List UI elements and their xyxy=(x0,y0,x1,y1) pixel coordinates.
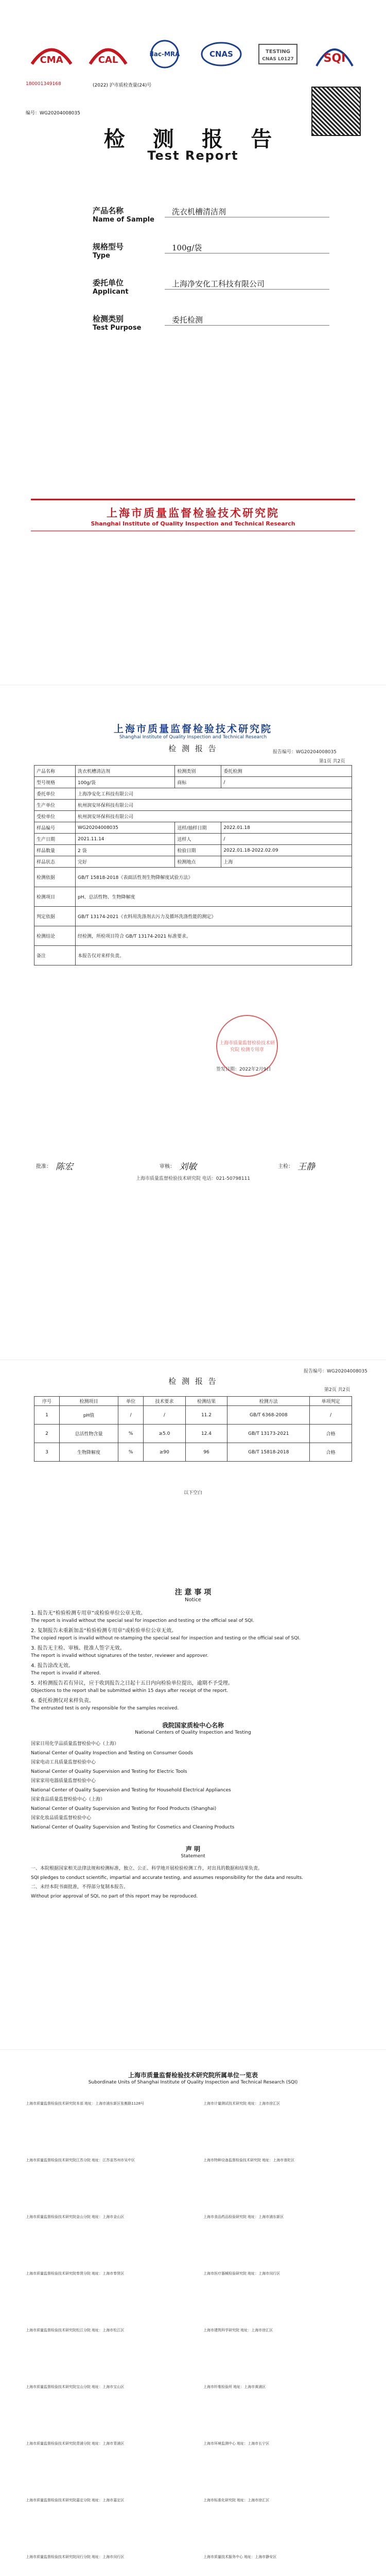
row-label: 送样/抽样日期 xyxy=(175,822,221,834)
row-label: 商标 xyxy=(175,777,221,788)
table-row xyxy=(34,856,352,868)
table-row xyxy=(34,1406,352,1425)
row-value: 完好 xyxy=(76,856,175,868)
cnas-logo xyxy=(196,33,247,75)
row-label: 检测地点 xyxy=(175,856,221,868)
table-cell: 2 xyxy=(34,1425,60,1443)
row-value: 上海 xyxy=(221,856,352,868)
table-cell: 总活性物含量 xyxy=(59,1425,118,1443)
end-note: 以下空白 xyxy=(183,1490,202,1496)
notice-item: 6. 委托检测仅对来样负责。 The entrusted test is only responsible for the samples received. xyxy=(31,1698,179,1711)
row-label: 检验日期 xyxy=(175,845,221,856)
signature-tester: 主检： 王静 xyxy=(278,1162,315,1172)
notice-item: 1. 报告无“检验检测专用章”或检验单位公章无效。 The report is invalid without the special seal for inspection and testing or the official seal of SQI. xyxy=(31,1611,254,1623)
center-item: National Center of Quality Supervision and Testing for Cosmetics and Cleaning Products xyxy=(31,1825,235,1830)
field-value: 100g/袋 xyxy=(165,242,329,253)
column-header: 检测结果 xyxy=(185,1397,227,1406)
row-value: 经检测，所检项目符合 GB/T 13174-2021 标准要求。 xyxy=(76,926,352,946)
column-header: 单位 xyxy=(118,1397,144,1406)
statement-item: 二、未经本院书面批准，不得部分复制本报告。 xyxy=(31,1885,129,1890)
unit-item: 上海市质量监督检验技术研究院金山分院 地址：上海市金山区 xyxy=(26,2215,125,2219)
unit-item: 上海市食品药品检验研究院 地址：上海市浦东新区 xyxy=(203,2215,284,2219)
row-value: 杭州润安环保科技有限公司 xyxy=(76,811,352,822)
units-page xyxy=(0,2049,386,2576)
summary-table xyxy=(34,765,352,965)
table-cell: GB/T 13173-2021 xyxy=(227,1425,310,1443)
institute-name-en: Shanghai Institute of Quality Inspection and Technical Research xyxy=(91,520,295,527)
column-header: 序号 xyxy=(34,1397,60,1406)
row-value: / xyxy=(221,777,352,788)
table-cell: / xyxy=(118,1406,144,1425)
sqi-logo xyxy=(309,33,360,75)
field-type xyxy=(93,242,329,261)
column-header: 单项判定 xyxy=(310,1397,352,1406)
svg-text:ilac-MRA: ilac-MRA xyxy=(149,50,180,58)
logo-row xyxy=(26,31,360,77)
table-row xyxy=(34,907,352,926)
svg-text:TESTING: TESTING xyxy=(266,49,290,55)
ilac-mra-logo xyxy=(139,33,190,75)
svg-text:CNAS: CNAS xyxy=(209,49,233,59)
row-value: 100g/袋 xyxy=(76,777,175,788)
statement-item: SQI pledges to conduct scientific, impartial and accurate testing, and assumes responsibility for the data and results. xyxy=(31,1875,304,1880)
row-value: pH、总活性物、生物降解度 xyxy=(76,887,352,907)
row-value: GB/T 13174-2021《衣料用洗涤剂去污力及循环洗涤性能的测定》 xyxy=(76,907,352,926)
unit-item: 上海市医疗器械检验研究院 地址：上海市闵行区 xyxy=(203,2272,280,2276)
official-seal: 上海市质量监督检验技术研究院 检测专用章 xyxy=(216,1015,278,1077)
notice-title-cn: 注 意 事 项 xyxy=(174,1588,212,1597)
report-subtitle: 检 测 报 告 xyxy=(168,744,218,753)
center-item: 国家日用化学品质量监督检验中心（上海） xyxy=(31,1741,119,1747)
row-value: 2022.01.18-2022.02.09 xyxy=(221,845,352,856)
row-value: 2022.01.18 xyxy=(221,822,352,834)
field-label-cn: 规格型号 xyxy=(93,242,124,251)
cover-page xyxy=(0,0,386,685)
row-label: 检测项目 xyxy=(34,887,76,907)
row-label: 型号规格 xyxy=(34,777,76,788)
title-en: Test Report xyxy=(147,148,239,163)
table-row xyxy=(34,777,352,788)
row-label: 生产单位 xyxy=(34,800,76,811)
table-row xyxy=(34,845,352,856)
table-cell: % xyxy=(118,1443,144,1462)
title-cn: 检 测 报 告 xyxy=(103,127,283,151)
notice-item: 3. 报告无主检、审核、批准人签字无效。 The report is invalid without signatures of the tester, reviewer and approver. xyxy=(31,1646,208,1658)
unit-item: 上海市质量监督检验技术研究院本部 地址：上海市浦东新区张衡路1128号 xyxy=(26,2102,145,2106)
row-label: 样品数量 xyxy=(34,845,76,856)
center-item: National Center of Quality Inspection and Testing on Consumer Goods xyxy=(31,1751,193,1756)
table-cell: GB/T 15818-2018 xyxy=(227,1443,310,1462)
row-value: 委托检测 xyxy=(221,766,352,777)
field-label-en: Test Purpose xyxy=(93,324,142,332)
institute-header-cn: 上海市质量监督检验技术研究院 xyxy=(113,723,272,735)
row-value: 杭州润安环保科技有限公司 xyxy=(76,800,352,811)
column-header: 技术要求 xyxy=(144,1397,186,1406)
signature-reviewer: 审核： 刘敏 xyxy=(160,1162,197,1172)
centers-title-en: National Centers of Quality Inspection and Testing xyxy=(135,1730,251,1735)
table-cell: % xyxy=(118,1425,144,1443)
table-cell: 生物降解度 xyxy=(59,1443,118,1462)
institute-name-cn: 上海市质量监督检验技术研究院 xyxy=(107,506,279,519)
report-footer: 上海市质量监督检验技术研究院 电话：021-50798111 xyxy=(135,1176,251,1181)
unit-item: 上海市质量监督检验技术研究院闵行分院 地址：上海市闵行区 xyxy=(26,2555,125,2559)
row-label: 检测类别 xyxy=(175,766,221,777)
field-label-en: Name of Sample xyxy=(93,216,154,224)
table-row xyxy=(34,800,352,811)
unit-item: 上海市质量监督检验技术研究院奉贤分院 地址：上海市奉贤区 xyxy=(26,2272,125,2276)
row-label: 样品编号 xyxy=(34,822,76,834)
report-number: 编号：WG20204008035 xyxy=(26,111,80,116)
statement-item: Without prior approval of SQI, no part of this report may be reproduced. xyxy=(31,1894,198,1899)
table-cell: 11.2 xyxy=(185,1406,227,1425)
center-item: 国家家用电器质量监督检验中心 xyxy=(31,1778,96,1784)
row-label: 样品状态 xyxy=(34,856,76,868)
table-row xyxy=(34,822,352,834)
center-item: 国家电动工具质量监督检验中心 xyxy=(31,1760,96,1765)
field-name-of-sample xyxy=(93,206,329,225)
table-row xyxy=(34,868,352,887)
notice-item: 4. 报告涂改无效。 The report is invalid if altered. xyxy=(31,1663,101,1676)
table-row xyxy=(34,926,352,946)
unit-item: 上海市质量技术服务中心 地址：上海市静安区 xyxy=(203,2555,277,2559)
page-number: 第2页 共2页 xyxy=(324,1387,350,1393)
cert-line: (2022) 沪市质检查量(24)号 xyxy=(93,83,152,88)
center-item: National Center of Quality Supervision and Testing for Electric Tools xyxy=(31,1769,187,1774)
row-label: 备注 xyxy=(34,946,76,965)
row-label: 生产日期 xyxy=(34,834,76,845)
cert-number: 180001349168 xyxy=(26,81,61,87)
field-label-cn: 检测类别 xyxy=(93,314,124,324)
unit-item: 上海市标准化研究院 地址：上海市徐汇区 xyxy=(203,2498,270,2502)
table-cell: GB/T 6368-2008 xyxy=(227,1406,310,1425)
unit-item: 上海市质量监督检验技术研究院松江分院 地址：上海市松江区 xyxy=(26,2328,125,2332)
institute-header-en: Shanghai Institute of Quality Inspection and Technical Research xyxy=(119,735,267,740)
table-cell: 3 xyxy=(34,1443,60,1462)
row-label: 产品名称 xyxy=(34,766,76,777)
divider xyxy=(31,499,355,500)
report-page xyxy=(0,685,386,1360)
cal-logo xyxy=(82,33,134,75)
column-header: 检测项目 xyxy=(59,1397,118,1406)
unit-item: 上海市质量监督检验技术研究院江苏分院 地址：江苏省苏州市吴中区 xyxy=(26,2158,135,2162)
column-header: 检测方法 xyxy=(227,1397,310,1406)
table-row xyxy=(34,946,352,965)
unit-item: 上海市建筑科学研究院 地址：上海市徐汇区 xyxy=(203,2328,273,2332)
table-row xyxy=(34,834,352,845)
row-value: 本报告仅对来样负责。 xyxy=(76,946,352,965)
results-subtitle: 检 测 报 告 xyxy=(168,1377,218,1386)
field-label-en: Applicant xyxy=(93,288,129,296)
report-number: 报告编号：WG20204008035 xyxy=(273,750,337,755)
report-number: 报告编号：WG20204008035 xyxy=(304,1369,367,1374)
center-item: National Center of Quality Supervision and Testing for Food Products (Shanghai) xyxy=(31,1806,217,1811)
table-cell: ≥5.0 xyxy=(144,1425,186,1443)
unit-item: 上海市计量测试技术研究院 地址：上海市徐汇区 xyxy=(203,2102,280,2106)
field-value: 洗衣机槽清洁剂 xyxy=(165,206,329,217)
svg-text:CNAS L0127: CNAS L0127 xyxy=(262,57,294,62)
table-cell: pH值 xyxy=(59,1406,118,1425)
row-value: 2021.11.14 xyxy=(76,834,175,845)
field-label-en: Type xyxy=(93,252,110,260)
svg-text:CAL: CAL xyxy=(98,55,118,65)
signature-approver: 批准： 陈宏 xyxy=(36,1162,73,1172)
units-title-cn: 上海市质量监督检验技术研究院所属单位一览表 xyxy=(128,2072,258,2079)
table-cell: 合格 xyxy=(310,1425,352,1443)
row-label: 判定依据 xyxy=(34,907,76,926)
row-label: 检测结论 xyxy=(34,926,76,946)
issue-date: 签发日期：2022年2月9日 xyxy=(216,1067,271,1072)
field-value: 委托检测 xyxy=(165,314,329,326)
row-label: 受检单位 xyxy=(34,811,76,822)
center-item: National Center of Quality Supervision and Testing for Household Electrical Appliances xyxy=(31,1788,231,1793)
field-test-purpose xyxy=(93,314,329,333)
unit-item: 上海市特种设备监督检验技术研究院 地址：上海市普陀区 xyxy=(203,2158,295,2162)
results-page xyxy=(0,1360,386,2049)
table-row xyxy=(34,811,352,822)
table-row xyxy=(34,766,352,777)
unit-item: 上海市质量监督检验技术研究院宝山分院 地址：上海市宝山区 xyxy=(26,2385,125,2389)
row-value: / xyxy=(221,834,352,845)
field-label-cn: 委托单位 xyxy=(93,278,124,287)
page-number: 第1页 共2页 xyxy=(319,759,345,764)
row-value: 2 袋 xyxy=(76,845,175,856)
unit-item: 上海市纤维检验所 地址：上海市黄浦区 xyxy=(203,2385,266,2389)
notice-item: 5. 对检测报告若有异议，应于收到报告之日起十五日内向检验单位提出，逾期不予受理。 Objections to the report shall be submitted within 15 days after receipt of the report. xyxy=(31,1681,233,1693)
field-value: 上海净安化工科技有限公司 xyxy=(165,278,329,290)
table-cell: ≥90 xyxy=(144,1443,186,1462)
centers-title-cn: 我院国家质检中心名称 xyxy=(162,1722,224,1729)
results-table xyxy=(34,1396,352,1462)
unit-item: 上海市质量监督检验技术研究院嘉定分院 地址：上海市嘉定区 xyxy=(26,2498,125,2502)
statement-title-cn: 声 明 xyxy=(185,1845,201,1853)
table-row xyxy=(34,887,352,907)
table-row xyxy=(34,1443,352,1462)
table-cell: 96 xyxy=(185,1443,227,1462)
center-item: 国家化妆品质量监督检验中心 xyxy=(31,1816,92,1821)
table-cell: 1 xyxy=(34,1406,60,1425)
row-label: 送样人 xyxy=(175,834,221,845)
row-value: 洗衣机槽清洁剂 xyxy=(76,766,175,777)
row-label: 委托单位 xyxy=(34,788,76,800)
table-cell: 合格 xyxy=(310,1443,352,1462)
row-value: GB/T 15818-2018《表面活性剂生物降解度试验方法》 xyxy=(76,868,352,887)
row-value: WG20204008035 xyxy=(76,822,175,834)
field-applicant xyxy=(93,278,329,297)
statement-title-en: Statement xyxy=(181,1854,205,1859)
table-cell: / xyxy=(144,1406,186,1425)
row-value: 上海净安化工科技有限公司 xyxy=(76,788,352,800)
table-cell: 12.4 xyxy=(185,1425,227,1443)
table-cell: / xyxy=(310,1406,352,1425)
statement-item: 一、本院根据国家相关法律法规和检测标准，独立、公正、科学地开展检验检测工作，对出具的数据和结果负责。 xyxy=(31,1866,263,1871)
units-title-en: Subordinate Units of Shanghai Institute of Quality Inspection and Technical Research (SQI) xyxy=(88,2080,298,2085)
row-label: 检测依据 xyxy=(34,868,76,887)
center-item: 国家食品质量监督检验中心（上海） xyxy=(31,1797,106,1802)
table-row xyxy=(34,788,352,800)
cma-logo xyxy=(26,33,77,75)
field-label-cn: 产品名称 xyxy=(93,206,124,215)
cnas-testing-logo xyxy=(252,33,304,75)
notice-item: 2. 复制报告未重新加盖“检验检测专用章”或检验单位公章无效。 The copied report is invalid without re-stamping the special seal for inspection and testing or the official seal of SQI. xyxy=(31,1628,301,1641)
unit-item: 上海市质量监督检验技术研究院青浦分院 地址：上海市青浦区 xyxy=(26,2442,125,2446)
svg-text:CMA: CMA xyxy=(40,55,63,65)
unit-item: 上海市环境监测中心 地址：上海市长宁区 xyxy=(203,2442,270,2446)
svg-text:SQI: SQI xyxy=(323,52,346,65)
table-row xyxy=(34,1425,352,1443)
notice-title-en: Notice xyxy=(185,1597,201,1603)
